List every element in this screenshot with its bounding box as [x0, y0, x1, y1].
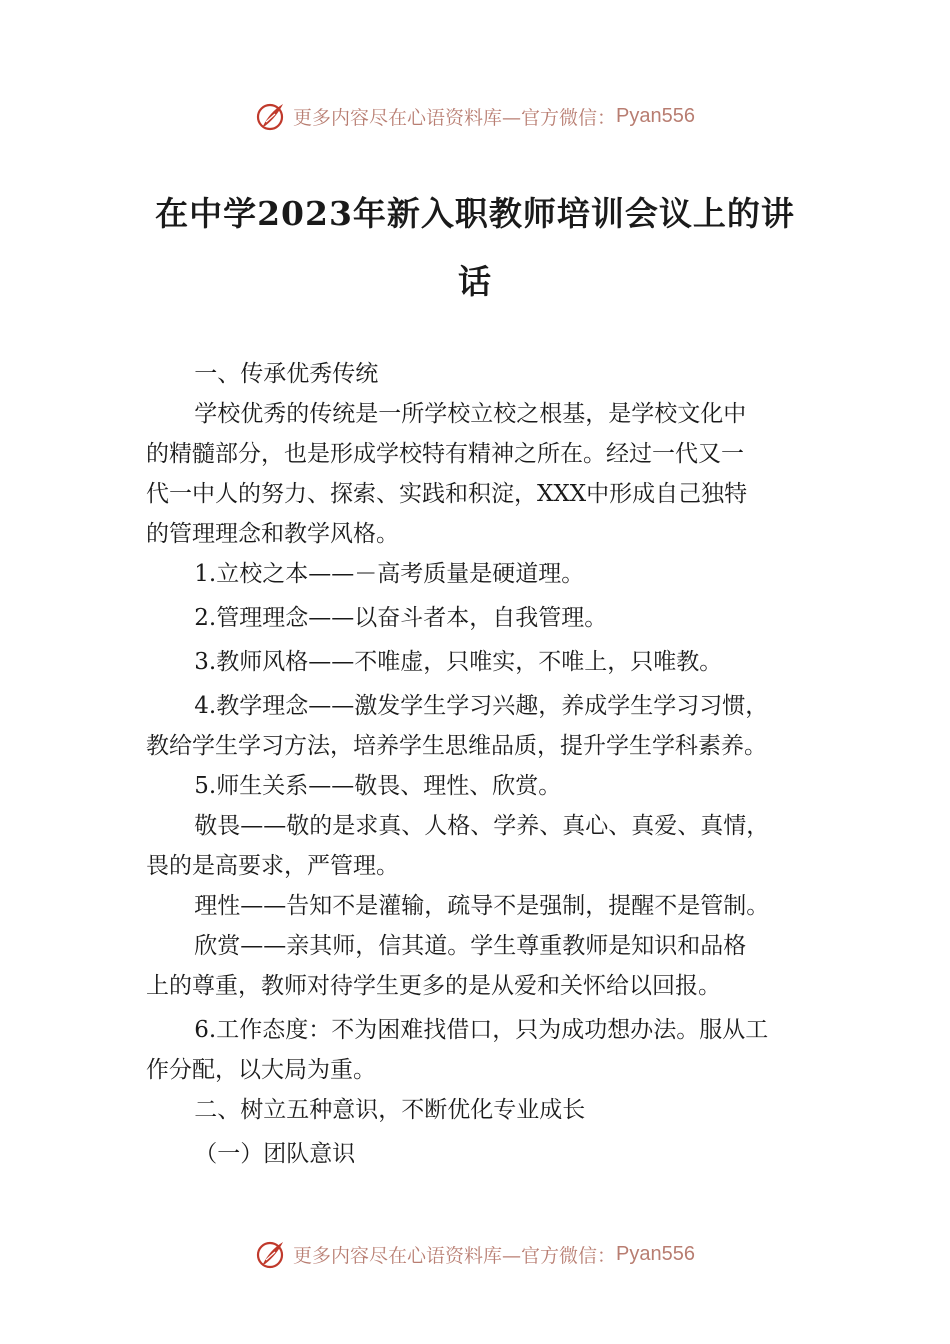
title-line-2: 话 — [458, 262, 492, 301]
list-item-6: 6.工作态度：不为困难找借口，只为成功想办法。服从工 作分配，以大局为重。 — [146, 1017, 769, 1083]
list-item-5: 5.师生关系——敬畏、理性、欣赏。 — [194, 773, 562, 799]
list-item-1: 1.立校之本——－高考质量是硬道理。 — [194, 561, 585, 587]
watermark-header — [0, 96, 950, 136]
section-heading-2: 二、树立五种意识，不断优化专业成长 — [194, 1097, 586, 1123]
paragraph-appreciation: 欣赏——亲其师，信其道。学生尊重教师是知识和品格 上的尊重，教师对待学生更多的是从爱和关怀给以回报。 — [146, 933, 747, 999]
watermark-text: 更多内容尽在心语资料库—官方微信： — [293, 106, 617, 129]
watermark-footer — [0, 1234, 950, 1274]
list-item-4: 4.教学理念——激发学生学习兴趣，养成学生学习习惯， 教给学生学习方法，培养学生思维品质，提升学生学科素养。 — [146, 693, 769, 759]
watermark-wechat-id: Pyan556 — [616, 104, 695, 127]
list-item-3: 3.教师风格——不唯虚，只唯实，不唯上，只唯教。 — [194, 649, 723, 675]
title-line-1: 在中学2023年新入职教师培训会议上的讲 — [155, 194, 795, 233]
watermark-text: 更多内容尽在心语资料库—官方微信： — [293, 1244, 617, 1267]
quill-logo-icon — [255, 100, 287, 132]
watermark-wechat-id: Pyan556 — [616, 1242, 695, 1265]
document-body — [146, 354, 806, 1174]
list-item-2: 2.管理理念——以奋斗者本，自我管理。 — [194, 605, 608, 631]
section-heading-1: 一、传承优秀传统 — [194, 361, 379, 387]
paragraph-rational: 理性——告知不是灌输，疏导不是强制，提醒不是管制。 — [194, 893, 770, 919]
subsection-heading-1: （一）团队意识 — [194, 1141, 356, 1167]
paragraph-respect: 敬畏——敬的是求真、人格、学养、真心、真爱、真情， 畏的是高要求，严管理。 — [146, 813, 770, 879]
paragraph-tradition: 学校优秀的传统是一所学校立校之根基，是学校文化中 的精髓部分，也是形成学校特有精神之所在。经过一代又一 代一中人的努力、探索、实践和积淀，XXX中形成自己独特 的管理理念和教学风格。 — [146, 401, 748, 547]
document-title — [140, 180, 810, 316]
quill-logo-icon — [255, 1238, 287, 1270]
